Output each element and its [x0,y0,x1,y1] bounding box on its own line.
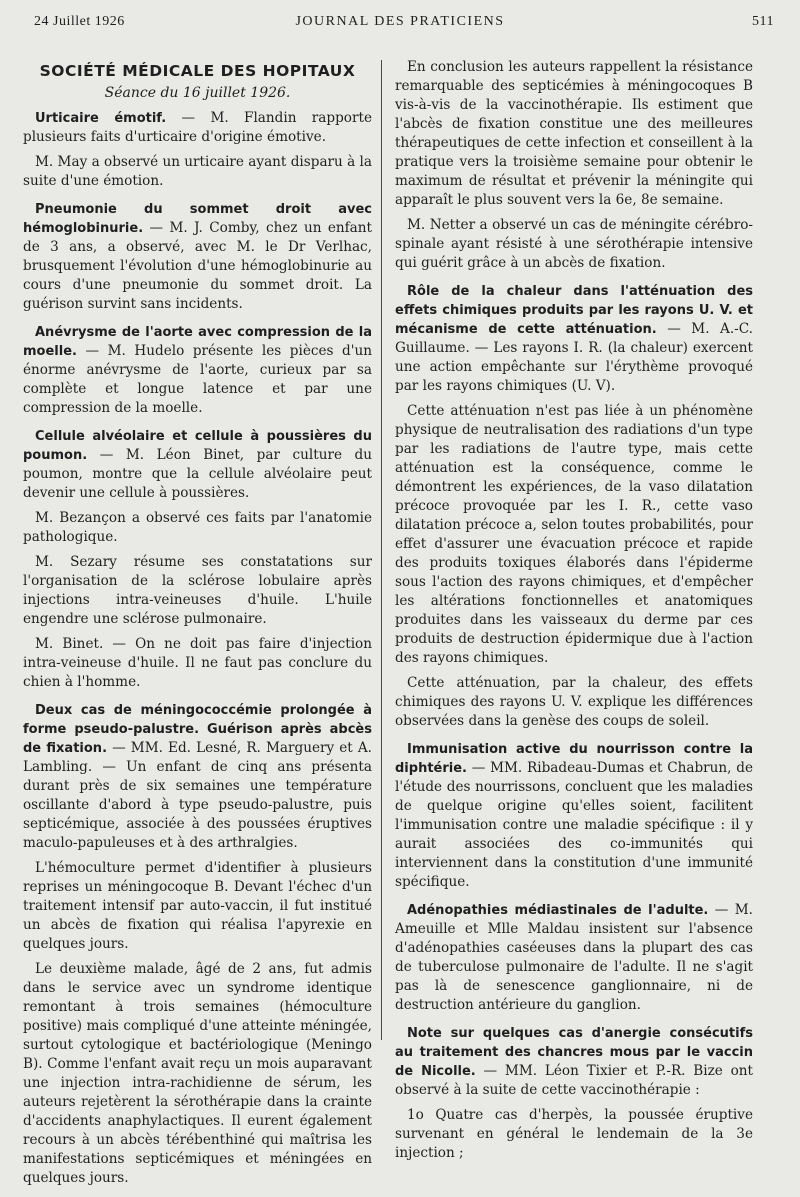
page-number: 511 [752,14,774,29]
article-title: Adénopathies médiastinales de l'adulte. [407,903,709,918]
article-paragraph: M. Binet. — On ne doit pas faire d'injection intra-veineuse d'huile. Il ne faut pas conclure du chien à l'homme. [23,636,372,690]
article-body: — M. Hudelo présente les pièces d'un énorme anévrysme de l'aorte, curieux par sa complète et longue latence et par une compression de la moelle. [23,343,372,416]
article-body: — MM. Ed. Lesné, R. Marguery et A. Lambling. — Un enfant de cinq ans présenta durant près de six semaines une température oscillante d'abord à type pseudo-palustre, puis septicémique, associée à des poussées éruptives maculo-papuleuses et à des arthralgies. [23,740,372,851]
article-conclusion [395,58,753,273]
article-title: Urticaire émotif. [35,111,167,126]
society-heading: SOCIÉTÉ MÉDICALE DES HOPITAUX [39,62,356,80]
right-column [395,58,753,1172]
article-paragraph: En conclusion les auteurs rappellent la résistance remarquable des septicémies à méningocoques B vis-à-vis de la vaccinothérapie. Ils estiment que l'abcès de fixation constitue une des meilleures thérapeutiques de cette infection et conseillent à la pratique vers la troisième semaine pour obtenir le maximum de résultat et prévenir la méningite qui apparaît le plus souvent vers la 6e, 8e semaine. [395,59,753,208]
article-paragraph: Le deuxième malade, âgé de 2 ans, fut admis dans le service avec un syndrome identique remontant à trois semaines (hémoculture positive) mais compliqué d'une atteinte méningée, surtout cytologique et bactériologique (Meningo B). Comme l'enfant avait reçu un mois auparavant une injection intra-rachidienne de sérum, les auteurs rejetèrent la sérothérapie dans la crainte d'accidents anaphylactiques. Il eurent également recours à un abcès térébenthiné qui maîtrisa les manifestations septicémiques et méningées en quelques jours. [23,961,372,1186]
article-paragraph: M. Netter a observé un cas de méningite cérébro-spinale ayant résisté à une sérothérapie intensive qui guérit grâce à un abcès de fixation. [395,217,753,271]
article-body: — MM. Ribadeau-Dumas et Chabrun, de l'étude des nourrissons, concluent que les maladies de quelque origine qu'elles soient, facilitent l'immunisation contre une maladie spécifique : il y aurait associées des co-immunités qui interviennent dans la constitution d'une immunité spécifique. [395,760,753,890]
left-column [23,58,372,1197]
article-title: Note sur quelques cas d'anergie consécutifs au traitement des chancres mous par le vaccin de Nicolle. [395,1026,753,1079]
seance-date: Séance du 16 juillet 1926. [104,85,291,101]
article-paragraph: M. Sezary résume ses constatations sur l'organisation de la sclérose lobulaire après injections intra-veineuses d'huile. L'huile engendre une sclérose pulmonaire. [23,554,372,627]
article-anevrysme [23,323,372,418]
article-immunisation [395,740,753,892]
article-urticaire [23,109,372,191]
article-anergie [395,1024,753,1163]
article-body: — M. J. Comby, chez un enfant de 3 ans, a observé, avec M. le Dr Verlhac, brusquement l'évolution d'une hémoglobinurie au cours d'une pneumonie du sommet droit. La guérison survint sans incidents. [23,220,372,312]
journal-title: JOURNAL DES PRATICIENS [295,14,505,29]
article-body: — M. Ameuille et Mlle Maldau insistent sur l'absence d'adénopathies caséeuses dans la plupart des cas de tuberculose pulmonaire de l'adulte. Il ne s'agit pas là de senescence ganglionnaire, ni de destruction antérieure du ganglion. [395,902,753,1013]
article-body: — M. A.-C. Guillaume. — Les rayons I. R. (la chaleur) exercent une action empêchante sur l'érythème provoqué par les rayons chimiques (U. V). [395,321,753,394]
article-title: Cellule alvéolaire et cellule à poussières du poumon. [23,429,372,463]
article-title: Anévrysme de l'aorte avec compression de la moelle. [23,325,372,359]
article-paragraph: 1o Quatre cas d'herpès, la poussée éruptive survenant en général le lendemain de la 3e injection ; [395,1107,753,1161]
article-meningococcemie [23,701,372,1188]
article-adenopathies [395,901,753,1015]
article-paragraph: M. May a observé un urticaire ayant disparu à la suite d'une émotion. [23,154,372,189]
article-paragraph: Cette atténuation n'est pas liée à un phénomène physique de neutralisation des radiations d'un type par les radiations de l'autre type, mais cette atténuation est la conséquence, comme le démontrent les expériences, de la vaso dilatation précoce provoquée par les I. R., cette vaso dilatation précoce a, selon toutes probabilités, pour effet d'assurer une évacuation précoce et rapide des produits toxiques élaborés dans l'épiderme sous l'action des rayons chimiques, et d'empêcher les altérations fonctionnelles et anatomiques produites dans les vaisseaux du derme par ces produits de destruction épidermique due à l'action des rayons chimiques. [395,403,753,666]
article-body: — M. Léon Binet, par culture du poumon, montre que la cellule alvéolaire peut devenir une cellule à poussières. [23,447,372,501]
article-paragraph: Cette atténuation, par la chaleur, des effets chimiques des rayons U. V. explique les différences observées dans la genèse des coups de soleil. [395,675,753,729]
article-cellule [23,427,372,692]
article-title: Immunisation active du nourrisson contre la diphtérie. [395,742,753,776]
article-title: Deux cas de méningococcémie prolongée à forme pseudo-palustre. Guérison après abcès de fixation. [23,703,372,756]
article-paragraph: L'hémoculture permet d'identifier à plusieurs reprises un méningocoque B. Devant l'échec d'un traitement intensif par auto-vaccin, il fut institué un abcès de fixation qui réalisa l'apyrexie en quelques jours. [23,860,372,952]
article-title: Pneumonie du sommet droit avec hémoglobinurie. [23,202,372,236]
article-paragraph: M. Bezançon a observé ces faits par l'anatomie pathologique. [23,510,372,545]
article-pneumonie [23,200,372,314]
column-divider [381,60,382,1040]
article-body: — MM. Léon Tixier et P.-R. Bize ont observé à la suite de cette vaccinothérapie : [395,1063,753,1098]
header-date: 24 Juillet 1926 [34,14,125,29]
running-header [0,14,800,34]
article-chaleur [395,282,753,731]
article-body: — M. Flandin rapporte plusieurs faits d'urticaire d'origine émotive. [23,110,372,145]
article-title: Rôle de la chaleur dans l'atténuation des effets chimiques produits par les rayons U. V. et mécanisme de cette atténuation. [395,284,753,337]
